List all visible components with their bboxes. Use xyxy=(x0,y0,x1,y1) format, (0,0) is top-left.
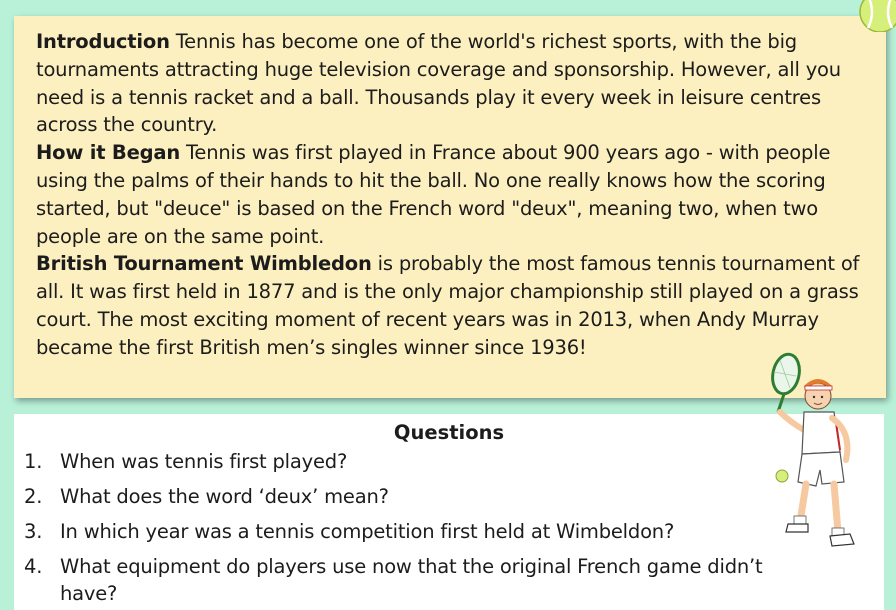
question-text: What equipment do players use now that the original French game didn’t have? xyxy=(60,555,763,605)
question-item xyxy=(24,553,780,607)
section-text-wimbledon: is probably the most famous tennis tournament of all. It was first held in 1877 and is the only major championship still played on a grass court. The most exciting moment of recent years was in 2013, when Andy Murray became the first British men’s singles winner since 1936! xyxy=(36,252,860,359)
question-number: 1. xyxy=(24,450,43,473)
section-heading-wimbledon: British Tournament Wimbledon xyxy=(36,252,372,276)
question-text: When was tennis first played? xyxy=(60,450,348,473)
section-text-how-it-began: Tennis was first played in France about 900 years ago - with people using the palms of their hands to hit the ball. No one really knows how the scoring started, but "deuce" is based on the French word "deux", meaning two, when two people are on the same point. xyxy=(36,141,831,248)
question-number: 4. xyxy=(24,555,43,578)
question-item xyxy=(24,518,780,545)
question-text: In which year was a tennis competition first held at Wimbeldon? xyxy=(60,520,675,543)
question-item xyxy=(24,483,780,510)
questions-panel xyxy=(14,414,884,610)
question-number: 2. xyxy=(24,485,43,508)
tennis-ball-icon xyxy=(854,0,896,32)
question-text: What does the word ‘deux’ mean? xyxy=(60,485,389,508)
tennis-player-icon xyxy=(760,352,870,552)
wimbledon-paragraph xyxy=(36,250,876,361)
intro-paragraph xyxy=(36,28,876,139)
question-number: 3. xyxy=(24,520,43,543)
history-paragraph xyxy=(36,139,876,250)
information-panel xyxy=(14,16,886,398)
section-heading-how-it-began: How it Began xyxy=(36,141,181,165)
section-heading-introduction: Introduction xyxy=(36,30,170,53)
questions-list xyxy=(24,448,884,607)
section-text-introduction: Tennis has become one of the world's richest sports, with the big tournaments attracting huge television coverage and sponsorship. However, all you need is a tennis racket and a ball. Thousands play it every week in leisure centres across the country. xyxy=(36,30,841,137)
question-item xyxy=(24,448,780,475)
questions-title: Questions xyxy=(393,421,505,444)
